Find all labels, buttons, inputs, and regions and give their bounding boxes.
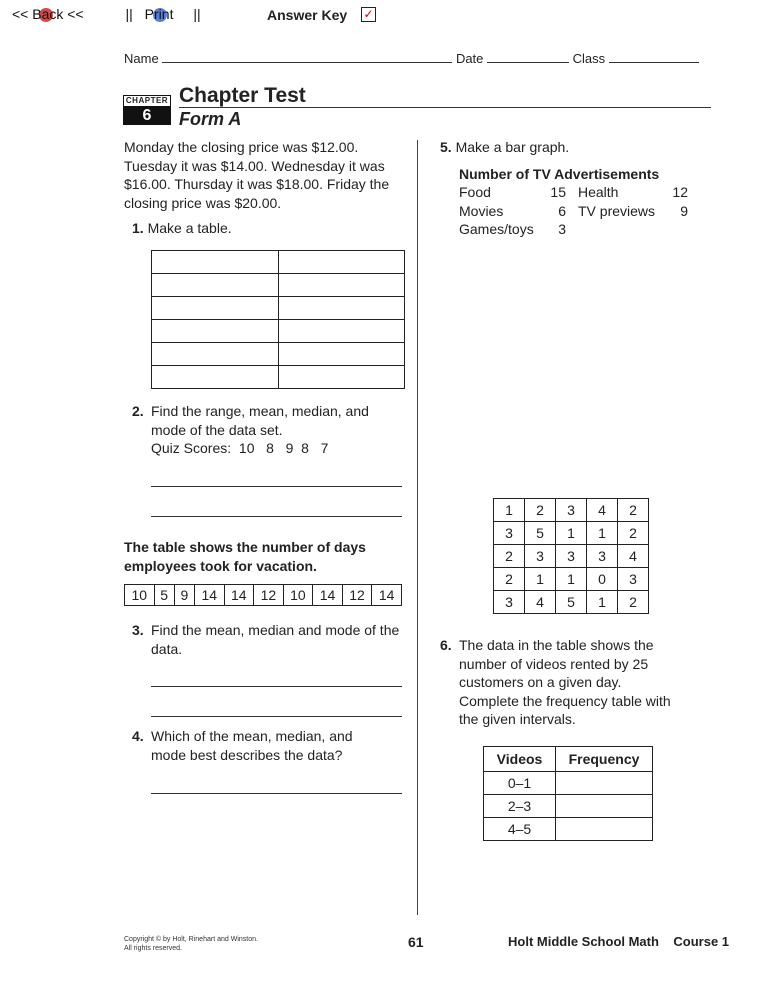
table-row xyxy=(494,522,649,545)
table-cell: 3 xyxy=(494,591,525,614)
nav-separator: || xyxy=(125,6,133,22)
question-5 xyxy=(440,138,569,157)
title-rule xyxy=(179,107,711,108)
table-cell[interactable] xyxy=(152,343,279,366)
table-cell: 12 xyxy=(254,585,284,606)
frequency-table xyxy=(483,746,653,841)
answer-line[interactable] xyxy=(151,793,402,794)
name-label: Name xyxy=(124,51,159,66)
answer-line[interactable] xyxy=(151,686,402,687)
question-text: The data in the table shows the number of videos rented by 25 customers on a given day. Complete the frequency table with the given intervals. xyxy=(459,637,671,727)
table-row xyxy=(152,320,405,343)
table-cell: 12 xyxy=(342,585,372,606)
question-text: Find the mean, median and mode of the data. xyxy=(151,622,400,657)
table-cell: 4 xyxy=(525,591,556,614)
class-label: Class xyxy=(572,51,606,66)
table-row xyxy=(152,297,405,320)
table-header-row xyxy=(484,747,653,772)
table-cell: 14 xyxy=(313,585,343,606)
date-field[interactable] xyxy=(487,50,569,63)
question-number: 4. xyxy=(132,728,144,744)
ad-count: 6 xyxy=(558,202,566,219)
table-cell: 4 xyxy=(618,545,649,568)
ad-category: Health xyxy=(578,184,619,200)
ad-count: 12 xyxy=(672,184,688,200)
table-row xyxy=(494,545,649,568)
copyright-line: All rights reserved. xyxy=(124,945,182,952)
tv-ads-list xyxy=(459,183,699,239)
table-row xyxy=(494,499,649,522)
table-row xyxy=(152,343,405,366)
print-link-label: Print xyxy=(144,6,174,22)
ad-count: 15 xyxy=(550,184,566,200)
table-cell: 1 xyxy=(587,522,618,545)
book-title: Holt Middle School Math Course 1 xyxy=(508,934,730,949)
question-2 xyxy=(132,402,402,458)
table-cell: 0 xyxy=(587,568,618,591)
list-item xyxy=(459,220,699,239)
table-cell: 14 xyxy=(194,585,224,606)
intro-text: Monday the closing price was $12.00. Tuesday it was $14.00. Wednesday it was $16.00. Thursday it was $18.00. Friday the closing price was $20.00. xyxy=(124,139,390,211)
table-row xyxy=(152,366,405,389)
table-cell[interactable] xyxy=(152,320,279,343)
frequency-cell[interactable] xyxy=(556,795,653,818)
table-cell: 10 xyxy=(125,585,155,606)
table-cell: 3 xyxy=(494,522,525,545)
quiz-scores: Quiz Scores: 10 8 9 8 7 xyxy=(151,440,329,456)
answer-line[interactable] xyxy=(151,716,402,717)
page-subtitle: Form A xyxy=(179,109,242,129)
chapter-number: 6 xyxy=(123,107,171,125)
tv-ads-title: Number of TV Advertisements xyxy=(459,166,660,182)
table-row xyxy=(125,585,402,606)
column-header: Frequency xyxy=(556,747,653,772)
frequency-cell[interactable] xyxy=(556,818,653,841)
ad-category: TV previews xyxy=(578,202,656,219)
table-cell: 1 xyxy=(525,568,556,591)
table-cell[interactable] xyxy=(152,366,279,389)
table-cell: 3 xyxy=(587,545,618,568)
table-cell[interactable] xyxy=(278,297,405,320)
table-cell[interactable] xyxy=(152,274,279,297)
table-cell[interactable] xyxy=(278,343,405,366)
question-number: 1. xyxy=(132,220,144,236)
table-cell: 2 xyxy=(494,545,525,568)
vacation-table xyxy=(124,584,402,606)
frequency-cell[interactable] xyxy=(556,772,653,795)
table-row xyxy=(152,274,405,297)
question-text: Make a bar graph. xyxy=(455,139,570,155)
answer-key-checkbox-icon[interactable]: ✓ xyxy=(361,7,376,22)
table-cell: 2 xyxy=(618,499,649,522)
table-row xyxy=(494,568,649,591)
table-cell: 3 xyxy=(618,568,649,591)
question-number: 3. xyxy=(132,622,144,638)
table-cell: 2 xyxy=(494,568,525,591)
table-row xyxy=(484,795,653,818)
answer-line[interactable] xyxy=(151,486,402,487)
table-cell[interactable] xyxy=(278,274,405,297)
page-number: 61 xyxy=(408,934,424,950)
question-number: 2. xyxy=(132,403,144,419)
interval-cell: 2–3 xyxy=(484,795,556,818)
date-label: Date xyxy=(455,51,484,66)
answer-line[interactable] xyxy=(151,516,402,517)
question-6 xyxy=(440,636,680,729)
table-row xyxy=(152,251,405,274)
back-link-label: << Back << xyxy=(12,6,84,22)
copyright xyxy=(124,935,258,953)
table-cell: 4 xyxy=(587,499,618,522)
table-cell: 5 xyxy=(556,591,587,614)
table-cell[interactable] xyxy=(278,366,405,389)
question-1 xyxy=(132,219,232,238)
table-row xyxy=(484,772,653,795)
table-cell: 5 xyxy=(154,585,174,606)
table-cell[interactable] xyxy=(278,320,405,343)
table-cell: 3 xyxy=(525,545,556,568)
video-data-grid xyxy=(493,498,649,614)
nav-separator: || xyxy=(193,6,201,22)
answer-key-link[interactable]: Answer Key xyxy=(267,7,348,23)
table-row xyxy=(494,591,649,614)
ad-count: 9 xyxy=(680,202,688,219)
copyright-line: Copyright © by Holt, Rinehart and Winston. xyxy=(124,936,258,943)
top-nav xyxy=(12,6,209,22)
table-cell: 10 xyxy=(283,585,313,606)
question-number: 5. xyxy=(440,139,452,155)
table-cell: 5 xyxy=(525,522,556,545)
table-cell: 2 xyxy=(525,499,556,522)
column-divider xyxy=(417,140,418,915)
interval-cell: 0–1 xyxy=(484,772,556,795)
chapter-badge xyxy=(123,95,171,125)
list-item xyxy=(459,202,699,221)
column-header: Videos xyxy=(484,747,556,772)
vacation-intro: The table shows the number of days employees took for vacation. xyxy=(124,539,366,574)
interval-cell: 4–5 xyxy=(484,818,556,841)
question-number: 6. xyxy=(440,637,452,653)
table-cell: 2 xyxy=(618,591,649,614)
question-3 xyxy=(132,621,402,658)
table-cell: 9 xyxy=(174,585,194,606)
question-text: Find the range, mean, median, and mode of the data set. xyxy=(151,403,369,438)
table-cell[interactable] xyxy=(152,251,279,274)
table-cell: 14 xyxy=(372,585,402,606)
table-row xyxy=(484,818,653,841)
ad-category: Movies xyxy=(459,202,504,219)
back-link[interactable] xyxy=(12,6,96,22)
ad-category: Games/toys xyxy=(459,221,534,237)
price-table[interactable] xyxy=(151,250,405,389)
table-cell: 1 xyxy=(556,522,587,545)
table-cell: 3 xyxy=(556,545,587,568)
table-cell[interactable] xyxy=(152,297,279,320)
table-cell: 3 xyxy=(556,499,587,522)
ad-count xyxy=(664,220,688,239)
table-cell[interactable] xyxy=(278,251,405,274)
table-cell: 2 xyxy=(618,522,649,545)
page-title: Chapter Test xyxy=(179,84,306,107)
list-item xyxy=(459,183,699,202)
student-info-line xyxy=(124,50,699,66)
table-cell: 1 xyxy=(587,591,618,614)
table-cell: 1 xyxy=(494,499,525,522)
question-text: Make a table. xyxy=(147,220,232,236)
class-field[interactable] xyxy=(609,50,699,63)
ad-count: 3 xyxy=(558,221,566,237)
question-4 xyxy=(132,727,382,764)
name-field[interactable] xyxy=(162,50,452,63)
print-link[interactable] xyxy=(145,6,186,22)
table-cell: 14 xyxy=(224,585,254,606)
table-cell: 1 xyxy=(556,568,587,591)
question-text: Which of the mean, median, and mode best describes the data? xyxy=(151,728,353,763)
ad-category xyxy=(578,220,664,239)
ad-category: Food xyxy=(459,184,491,200)
chapter-label: CHAPTER xyxy=(123,95,171,107)
